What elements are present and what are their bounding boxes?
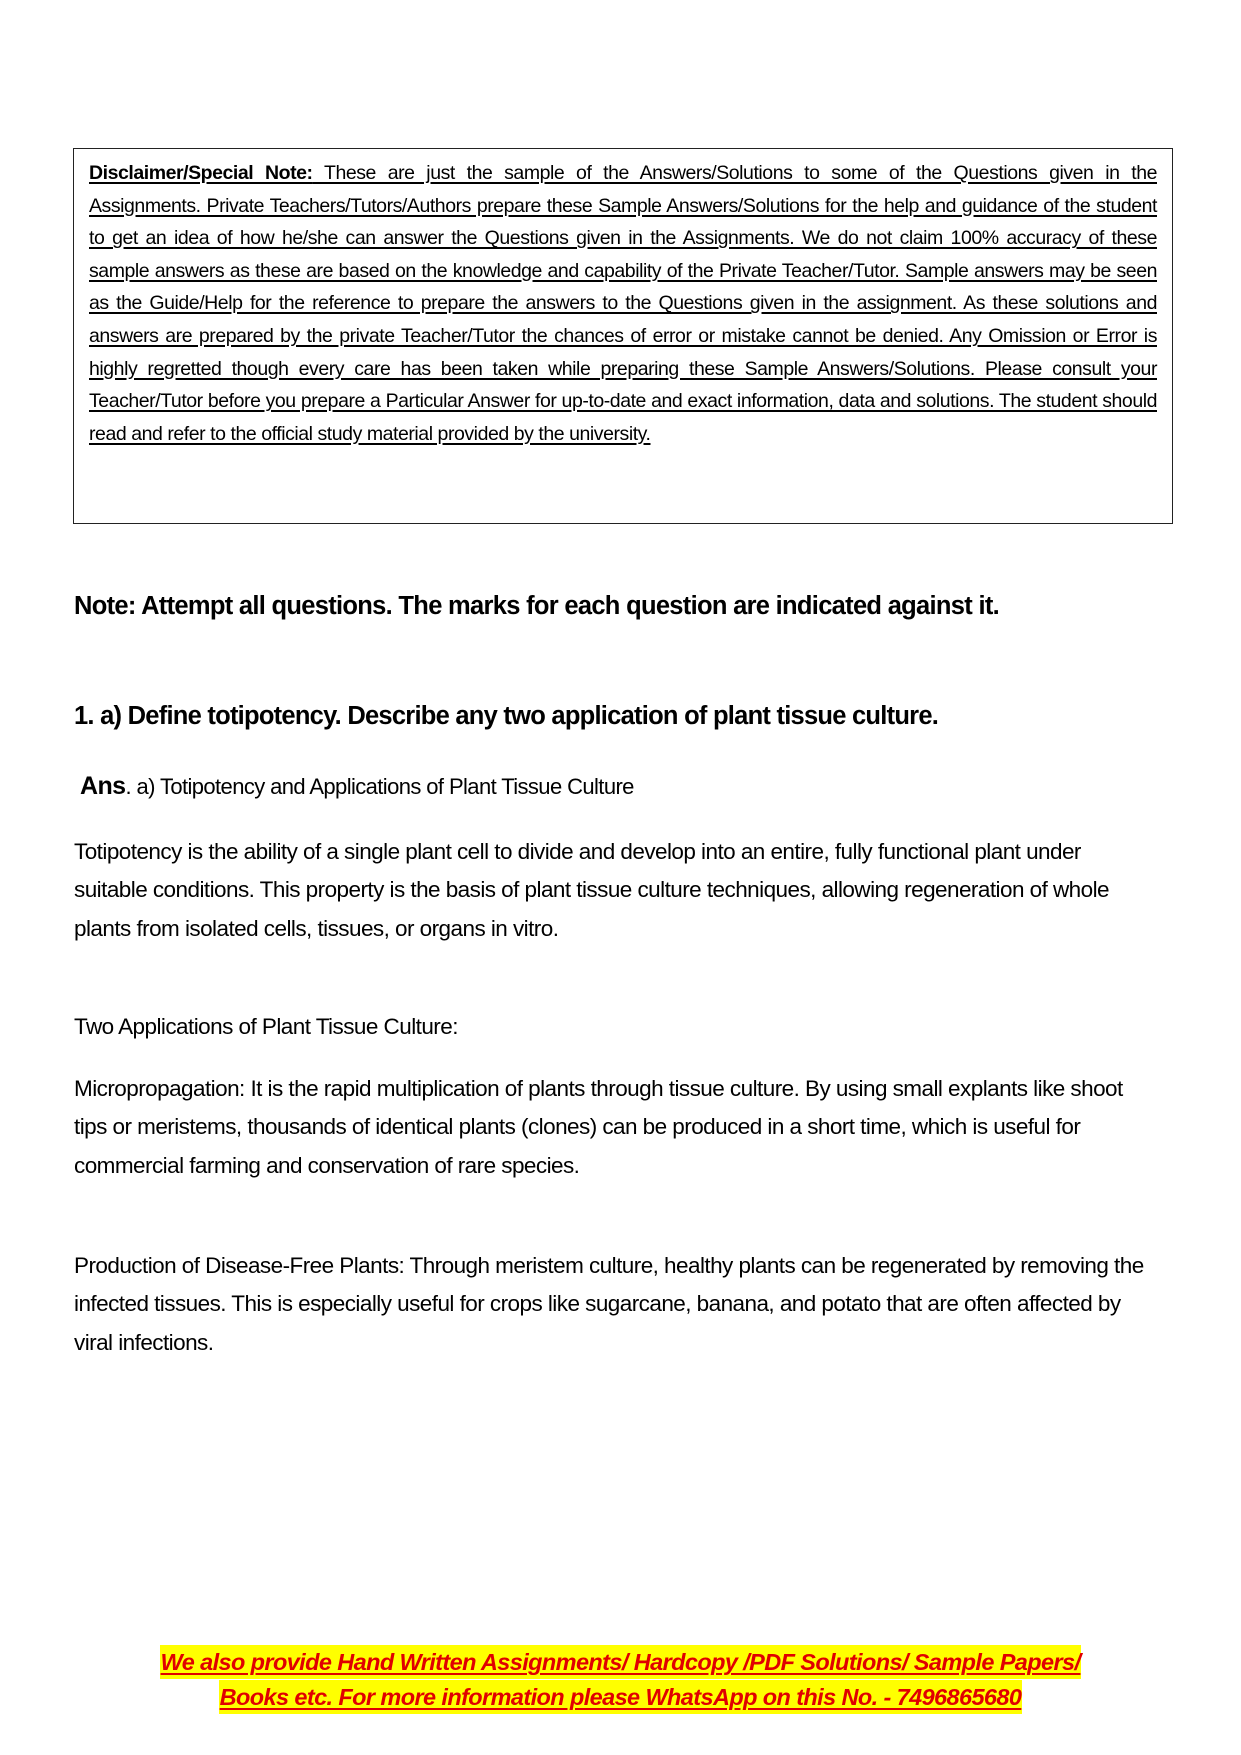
answer-heading xyxy=(80,770,634,803)
answer-label: Ans xyxy=(80,772,126,800)
disclaimer-box xyxy=(73,148,1173,524)
disclaimer-text xyxy=(89,157,1157,450)
answer-title: . a) Totipotency and Applications of Plant Tissue Culture xyxy=(125,774,634,799)
promo-line-1: We also provide Hand Written Assignments/ Hardcopy /PDF Solutions/ Sample Papers/ xyxy=(160,1645,1082,1679)
disclaimer-body: These are just the sample of the Answers/Solutions to some of the Questions given in the Assignments. Private Teachers/Tutors/Authors prepare these Sample Answers/Solutions for the help and guidance of the student to get an idea of how he/she can answer the Questions given in the Assignments. We do not claim 100% accuracy of these sample answers as these are based on the knowledge and capability of the Private Teacher/Tutor. Sample answers may be seen as the Guide/Help for the reference to prepare the answers to the Questions given in the assignment. As these solutions and answers are prepared by the private Teacher/Tutor the chances of error or mistake cannot be denied. Any Omission or Error is highly regretted though every care has been taken while preparing these Sample Answers/Solutions. Please consult your Teacher/Tutor before you prepare a Particular Answer for up-to-date and exact information, data and solutions. The student should read and refer to the official study material provided by the university. xyxy=(89,162,1157,445)
promo-line-2: Books etc. For more information please WhatsApp on this No. - 7496865680 xyxy=(219,1680,1023,1714)
promo-footer xyxy=(0,1645,1241,1715)
paragraph-totipotency-definition: Totipotency is the ability of a single plant cell to divide and develop into an entire, fully functional plant under suitable conditions. This property is the basis of plant tissue culture techniques, allowing regeneration of whole plants from isolated cells, tissues, or organs in vitro. xyxy=(74,839,1110,941)
instructions-note: Note: Attempt all questions. The marks for each question are indicated against it. xyxy=(74,592,1000,620)
paragraph-disease-free-plants: Production of Disease-Free Plants: Through meristem culture, healthy plants can be regenerated by removing the infected tissues. This is especially useful for crops like sugarcane, banana, and potato that are often affected by viral infections. xyxy=(74,1253,1144,1355)
disclaimer-label: Disclaimer/Special Note: xyxy=(89,162,313,184)
paragraph-applications-heading: Two Applications of Plant Tissue Culture: xyxy=(74,1014,458,1039)
paragraph-micropropagation: Micropropagation: It is the rapid multiplication of plants through tissue culture. By using small explants like shoot tips or meristems, thousands of identical plants (clones) can be produced in a short time, which is useful for commercial farming and conservation of rare species. xyxy=(74,1076,1123,1178)
question-1a: 1. a) Define totipotency. Describe any two application of plant tissue culture. xyxy=(74,702,939,730)
